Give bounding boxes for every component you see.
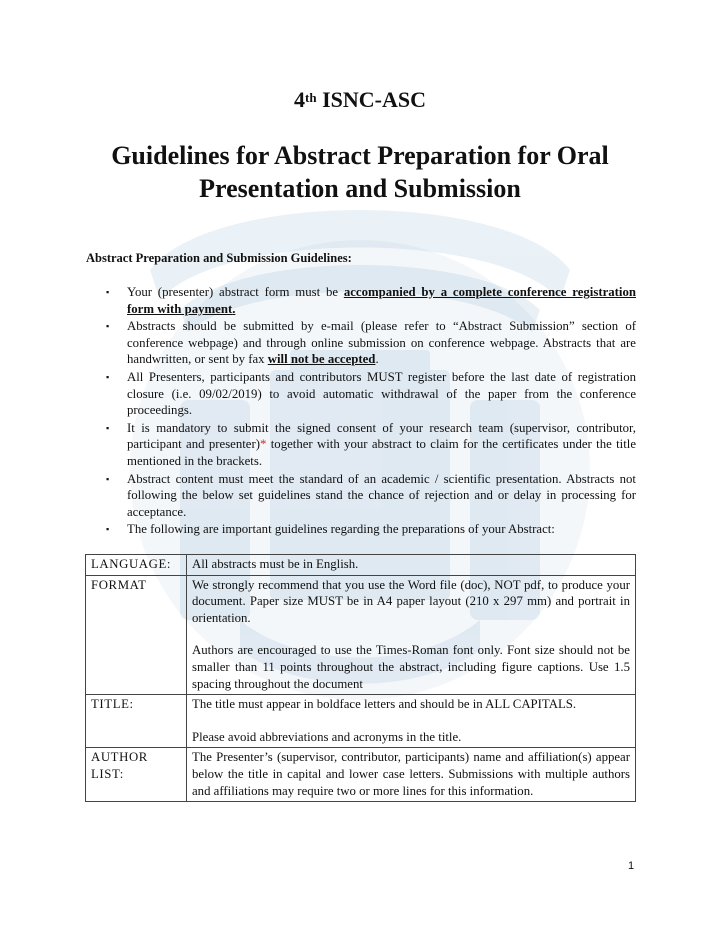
table-paragraph: The Presenter’s (supervisor, contributor, participants) name and affiliation(s) appear below the title in capital and lower case letters. Submissions with multiple authors and affiliations may require two or more lines for this information. xyxy=(192,750,630,798)
table-key-cell: TITLE: xyxy=(86,695,187,748)
item-emphasis: accompanied by a complete conference registration form with payment xyxy=(127,285,636,316)
section-heading: Abstract Preparation and Submission Guidelines: xyxy=(86,251,352,265)
page-number: 1 xyxy=(628,860,635,872)
table-paragraph: We strongly recommend that you use the Word file (doc), NOT pdf, to produce your document. Paper size MUST be in A4 paper layout (210 x 297 mm) and portrait in orientation. xyxy=(192,577,630,625)
table-key-cell: FORMAT xyxy=(86,575,187,695)
square-bullet-icon: ▪ xyxy=(106,287,110,297)
list-item xyxy=(106,420,636,470)
item-text: It is mandatory to submit the signed consent of your research team (supervisor, contributor, participant and presenter) xyxy=(127,420,636,452)
table-row xyxy=(86,748,636,802)
item-text: Abstract content must meet the standard of an academic / scientific presentation. Abstracts not following the below set guidelines stand the chance of rejection and or delay in processing for acceptance. xyxy=(127,471,636,519)
table-key-cell: LANGUAGE: xyxy=(86,555,187,576)
square-bullet-icon: ▪ xyxy=(106,422,110,433)
table-paragraph: Authors are encouraged to use the Times-Roman font only. Font size should not be smaller than 11 points throughout the abstract, including figure captions. Use 1.5 spacing throughout the document xyxy=(192,643,630,691)
list-item xyxy=(106,521,636,538)
table-key-cell: AUTHOR LIST: xyxy=(86,748,187,802)
conference-name: ISNC-ASC xyxy=(322,87,426,112)
table-value-cell xyxy=(187,695,636,748)
item-emphasis: will not be accepted xyxy=(267,352,376,367)
square-bullet-icon: ▪ xyxy=(106,321,110,332)
item-text-after: together with your abstract to claim for the certificates under the title mentioned in the brackets. xyxy=(127,437,637,468)
square-bullet-icon: ▪ xyxy=(106,371,110,382)
conference-title xyxy=(0,86,720,114)
table-paragraph: The title must appear in boldface letters and should be in ALL CAPITALS. xyxy=(192,697,577,712)
table-value-cell xyxy=(187,748,636,802)
guidelines-table xyxy=(85,554,636,802)
list-item xyxy=(106,369,636,419)
list-item xyxy=(106,284,636,317)
red-asterisk: * xyxy=(260,437,267,452)
table-paragraph: All abstracts must be in English. xyxy=(192,557,359,571)
table-row xyxy=(86,555,636,576)
conference-suffix: th xyxy=(305,90,317,105)
list-item xyxy=(106,318,636,368)
table-value-cell xyxy=(187,575,636,695)
document-title: Guidelines for Abstract Preparation for Oral Presentation and Submission xyxy=(111,141,609,203)
item-text: Your (presenter) abstract form must be xyxy=(127,285,344,299)
square-bullet-icon: ▪ xyxy=(106,473,110,484)
item-text-after: . xyxy=(375,352,379,367)
table-paragraph: Please avoid abbreviations and acronyms in the title. xyxy=(192,729,462,744)
conference-number: 4 xyxy=(294,87,305,112)
item-text: All Presenters, participants and contributors MUST register before the last date of registration closure (i.e. 09/02/2019) to avoid automatic withdrawal of the paper from the conference proceedings. xyxy=(127,369,636,418)
square-bullet-icon: ▪ xyxy=(106,524,110,535)
table-row xyxy=(86,575,636,695)
item-text: The following are important guidelines regarding the preparations of your Abstract: xyxy=(127,522,555,537)
table-row xyxy=(86,695,636,748)
item-text-after: . xyxy=(232,301,236,316)
list-item xyxy=(106,471,636,521)
item-text: Abstracts should be submitted by e-mail (please refer to “Abstract Submission” section of conference webpage) and through online submission on conference webpage. Abstracts that are handwritten, or sent by fax xyxy=(127,319,636,367)
guidelines-list xyxy=(106,284,636,539)
table-value-cell xyxy=(187,555,636,576)
